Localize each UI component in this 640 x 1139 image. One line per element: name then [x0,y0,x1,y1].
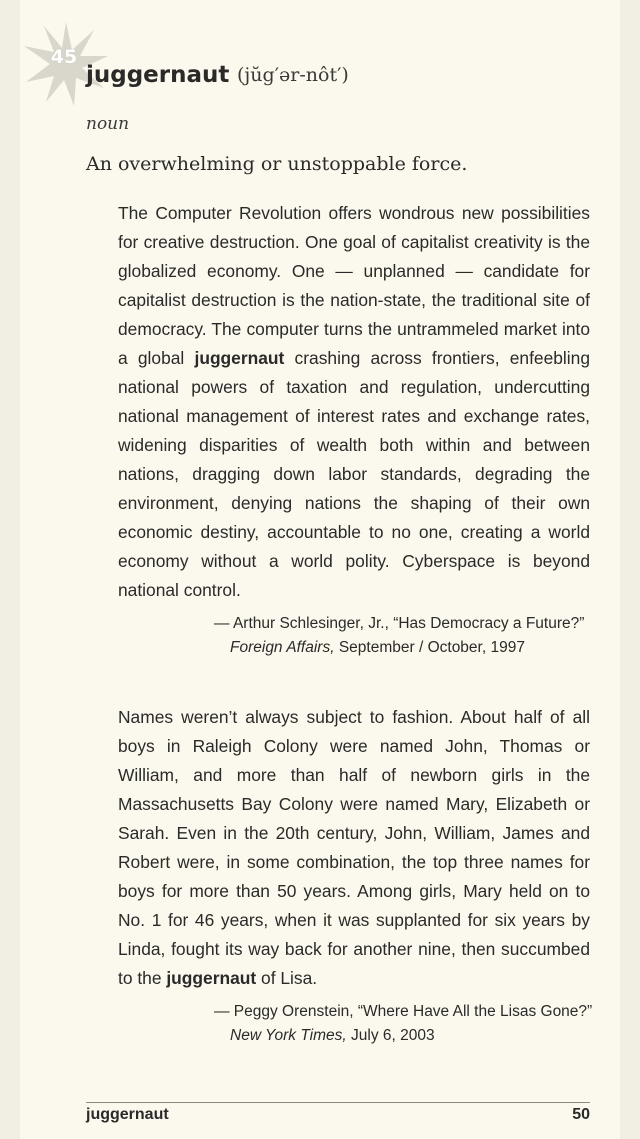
page-number: 50 [572,1106,590,1123]
quote-block [118,703,590,993]
attribution-author: — Peggy Orenstein, “Where Have All the Lisas Gone?” [214,1003,593,1020]
quote-attribution [214,1000,606,1048]
quote-attribution [214,612,606,660]
quote-text: The Computer Revolution offers wondrous new possibilities for creative destruction. One goal of capitalist creativity is the globalized economy. One — unplanned — candidate for capitalist destruction is the nation-state, the traditional site of democracy. The computer turns the untrammeled market into a global [118,203,590,368]
footer-divider [86,1102,590,1103]
attribution-author: — Arthur Schlesinger, Jr., “Has Democracy a Future?” [214,615,585,632]
quote-text: of Lisa. [256,968,318,988]
part-of-speech: noun [86,114,130,134]
quote-text: crashing across frontiers, enfeebling national powers of taxation and regulation, undercutting national management of interest rates and exchange rates, widening disparities of wealth both within and between nations, dragging down labor standards, degrading the environment, denying nations the shaping of their own economic destiny, accountable to no one, creating a world economy without a world polity. Cyberspace is beyond national control. [118,348,590,600]
attribution-source: Foreign Affairs, [230,639,335,656]
definition: An overwhelming or unstoppable force. [86,153,468,175]
running-head: juggernaut [86,1106,169,1123]
quote-text: Names weren’t always subject to fashion. About half of all boys in Raleigh Colony were named John, Thomas or William, and more than half of newborn girls in the Massachusetts Bay Colony were named Mary, Elizabeth or Sarah. Even in the 20th century, John, William, James and Robert were, in some combination, the top three names for boys for more than 50 years. Among girls, Mary held on to No. 1 for 46 years, when it was supplanted for six years by Linda, fought its way back for another nine, then succumbed to the [118,707,590,988]
attribution-source: New York Times, [230,1027,347,1044]
quote-keyword: juggernaut [166,968,257,988]
quote-block [118,199,590,605]
headword: juggernaut [86,62,230,88]
pronunciation: (jŭg′ər-nôt′) [237,64,349,86]
entry-number: 45 [50,46,78,68]
attribution-date: July 6, 2003 [346,1027,435,1044]
quote-keyword: juggernaut [194,348,285,368]
attribution-date: September / October, 1997 [334,639,525,656]
